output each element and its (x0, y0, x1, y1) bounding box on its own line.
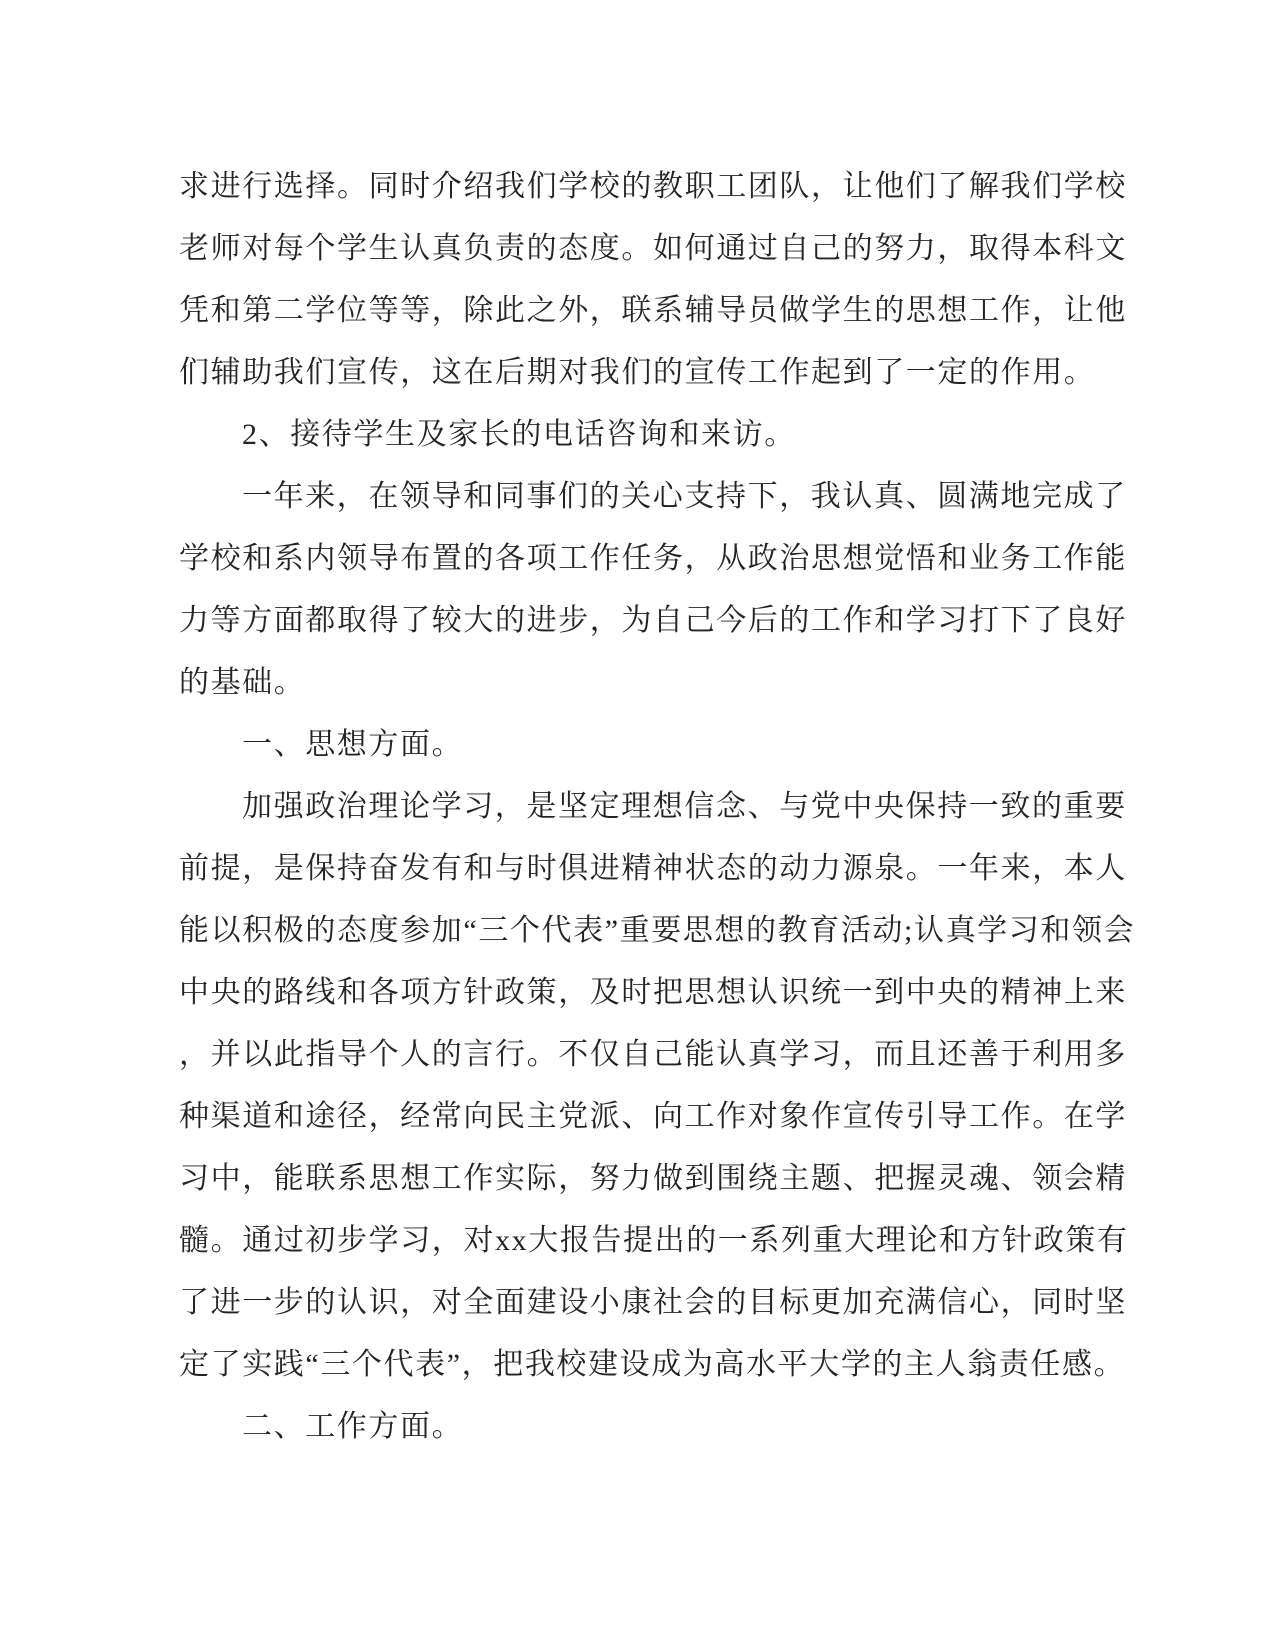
text-line: 凭和第二学位等等，除此之外，联系辅导员做学生的思想工作，让他 (179, 294, 1127, 327)
text-line: 髓。通过初步学习，对xx大报告提出的一系列重大理论和方针政策有 (179, 1224, 1129, 1257)
text-line-section-heading: 二、工作方面。 (242, 1410, 464, 1443)
text-line: 种渠道和途径，经常向民主党派、向工作对象作宣传引导工作。在学 (179, 1100, 1127, 1133)
text-line: 一年来，在领导和同事们的关心支持下，我认真、圆满地完成了 (242, 480, 1127, 513)
text-line: 老师对每个学生认真负责的态度。如何通过自己的努力，取得本科文 (179, 232, 1127, 265)
document-body (179, 156, 1139, 1458)
text-line: 的基础。 (179, 666, 306, 699)
text-line: 力等方面都取得了较大的进步，为自己今后的工作和学习打下了良好 (179, 604, 1127, 637)
text-line-numbered-item: 2、接待学生及家长的电话咨询和来访。 (242, 418, 796, 451)
text-line: 习中，能联系思想工作实际，努力做到围绕主题、把握灵魂、领会精 (179, 1162, 1127, 1195)
text-line: 加强政治理论学习，是坚定理想信念、与党中央保持一致的重要 (242, 790, 1127, 823)
text-line: 中央的路线和各项方针政策，及时把思想认识统一到中央的精神上来 (179, 976, 1127, 1009)
text-line: 前提，是保持奋发有和与时俱进精神状态的动力源泉。一年来，本人 (179, 852, 1127, 885)
text-line: 求进行选择。同时介绍我们学校的教职工团队，让他们了解我们学校 (179, 170, 1127, 203)
text-line: 们辅助我们宣传，这在后期对我们的宣传工作起到了一定的作用。 (179, 356, 1096, 389)
text-line: 学校和系内领导布置的各项工作任务，从政治思想觉悟和业务工作能 (179, 542, 1127, 575)
text-line: 能以积极的态度参加“三个代表”重要思想的教育活动;认真学习和领会 (179, 914, 1136, 947)
text-line: 了进一步的认识，对全面建设小康社会的目标更加充满信心，同时坚 (179, 1286, 1127, 1319)
text-line: 定了实践“三个代表”，把我校建设成为高水平大学的主人翁责任感。 (179, 1348, 1126, 1381)
text-line: ，并以此指导个人的言行。不仅自己能认真学习，而且还善于利用多 (179, 1038, 1127, 1071)
text-line-section-heading: 一、思想方面。 (242, 728, 464, 761)
